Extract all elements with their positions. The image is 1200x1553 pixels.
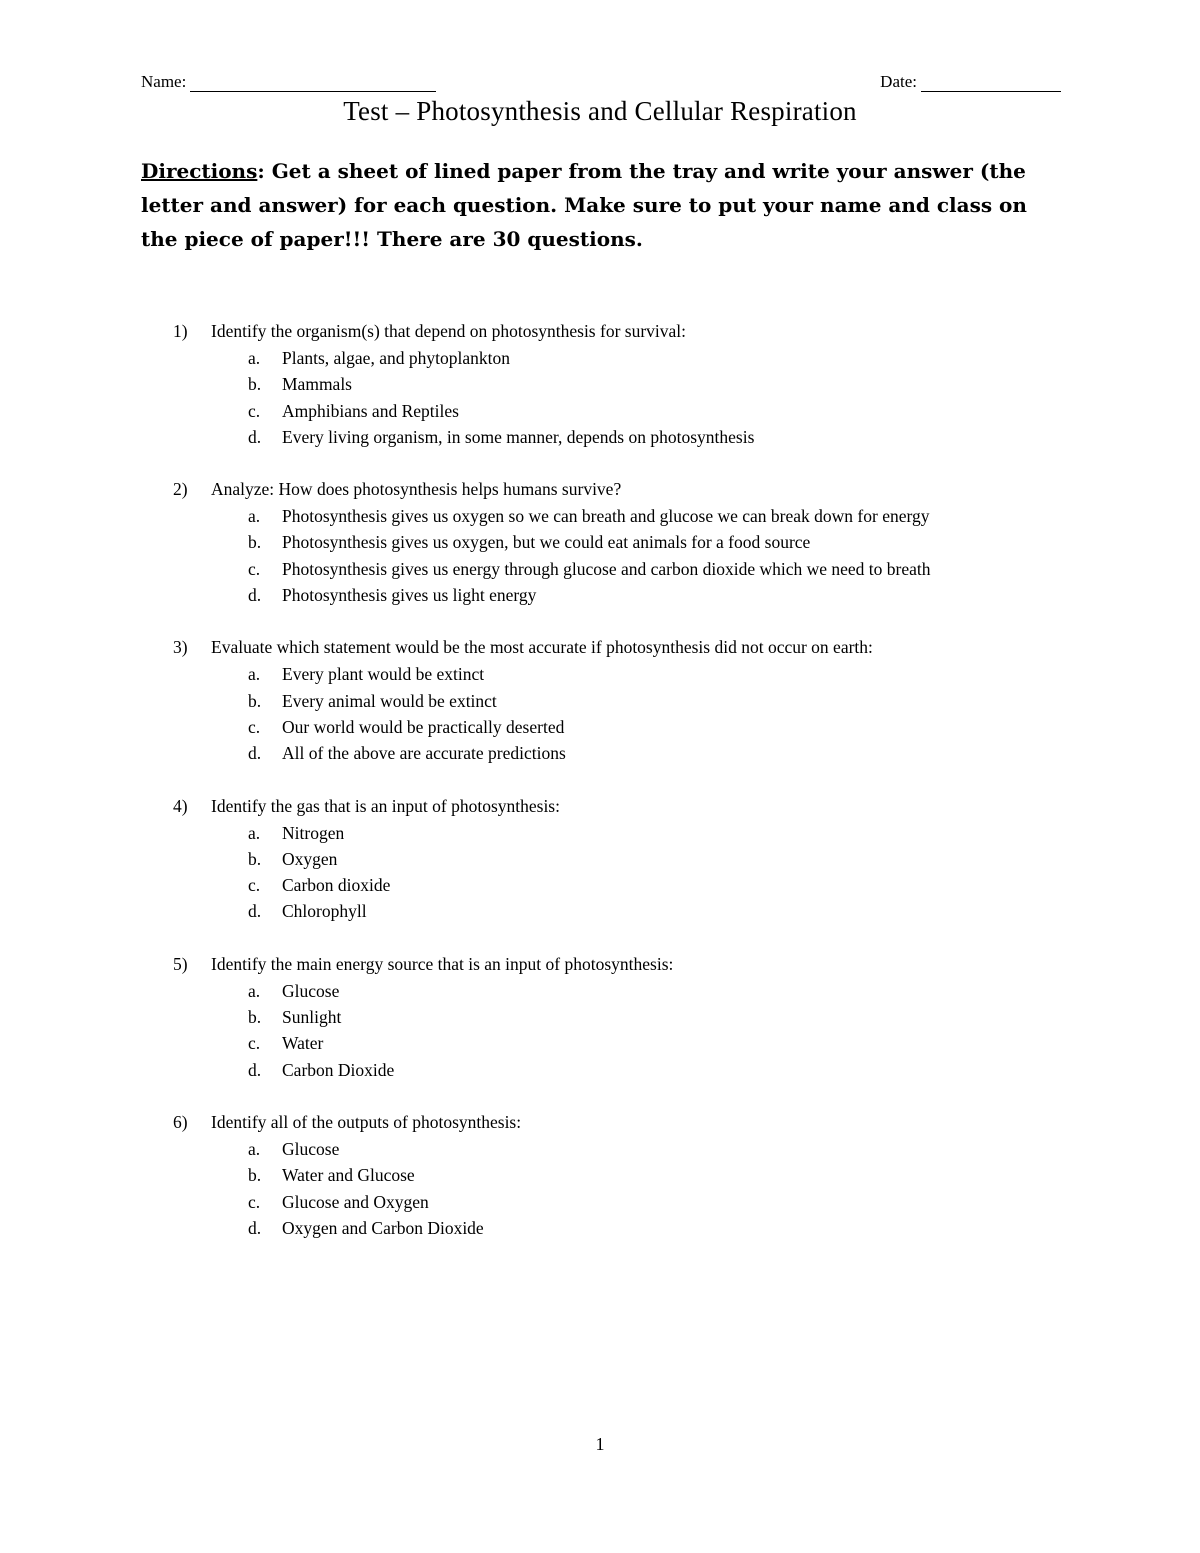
header: [141, 72, 1061, 96]
option-text: Photosynthesis gives us light energy: [282, 585, 537, 606]
option-letter: a.: [248, 1138, 261, 1159]
option-text: Water: [282, 1033, 324, 1054]
option-list: [173, 661, 1073, 766]
answer-option: [173, 503, 1073, 529]
name-label: Name:: [141, 72, 187, 91]
question-list: [173, 318, 1073, 1267]
question-number: 2): [173, 479, 188, 500]
answer-option: [173, 582, 1073, 608]
option-text: Carbon Dioxide: [282, 1059, 395, 1080]
question-number: 5): [173, 953, 188, 974]
option-list: [173, 1136, 1073, 1241]
option-text: Glucose: [282, 1138, 340, 1159]
date-field: [880, 72, 1061, 92]
answer-option: [173, 1215, 1073, 1241]
answer-option: [173, 1136, 1073, 1162]
option-letter: b.: [248, 532, 262, 553]
answer-option: [173, 398, 1073, 424]
option-letter: d.: [248, 426, 262, 447]
question-stem: [173, 951, 1073, 978]
option-letter: d.: [248, 1217, 262, 1238]
question-item: [173, 1109, 1073, 1241]
option-letter: d.: [248, 1059, 262, 1080]
option-letter: b.: [248, 374, 262, 395]
option-text: Oxygen: [282, 848, 338, 869]
answer-option: [173, 345, 1073, 371]
option-list: [173, 345, 1073, 450]
question-number: 3): [173, 637, 188, 658]
directions: [141, 154, 1061, 256]
option-text: Glucose: [282, 980, 340, 1001]
option-text: Mammals: [282, 374, 352, 395]
answer-option: [173, 714, 1073, 740]
answer-option: [173, 740, 1073, 766]
option-letter: d.: [248, 743, 262, 764]
question-item: [173, 318, 1073, 450]
question-stem: [173, 318, 1073, 345]
option-letter: c.: [248, 875, 261, 896]
option-letter: c.: [248, 1033, 261, 1054]
option-text: Water and Glucose: [282, 1165, 415, 1186]
option-letter: c.: [248, 558, 261, 579]
directions-label: Directions: [141, 159, 258, 183]
question-stem: [173, 476, 1073, 503]
name-blank-line: [190, 73, 436, 92]
option-text: Photosynthesis gives us energy through glucose and carbon dioxide which we need to breath: [282, 558, 931, 579]
answer-option: [173, 898, 1073, 924]
answer-option: [173, 661, 1073, 687]
option-letter: d.: [248, 901, 262, 922]
name-field: [141, 72, 436, 92]
option-text: Sunlight: [282, 1007, 342, 1028]
option-letter: c.: [248, 400, 261, 421]
option-letter: a.: [248, 506, 261, 527]
option-letter: b.: [248, 690, 262, 711]
option-text: Chlorophyll: [282, 901, 367, 922]
question-stem: [173, 793, 1073, 820]
answer-option: [173, 820, 1073, 846]
question-text: Identify the gas that is an input of photosynthesis:: [211, 795, 560, 816]
date-blank-line: [921, 73, 1061, 92]
answer-option: [173, 424, 1073, 450]
date-label: Date:: [880, 72, 917, 91]
answer-option: [173, 978, 1073, 1004]
question-text: Identify all of the outputs of photosynthesis:: [211, 1111, 522, 1132]
option-text: Nitrogen: [282, 822, 345, 843]
option-text: Glucose and Oxygen: [282, 1191, 429, 1212]
option-text: Photosynthesis gives us oxygen, but we could eat animals for a food source: [282, 532, 811, 553]
option-letter: a.: [248, 822, 261, 843]
question-text: Evaluate which statement would be the most accurate if photosynthesis did not occur on earth:: [211, 637, 873, 658]
option-text: Our world would be practically deserted: [282, 716, 565, 737]
question-stem: [173, 1109, 1073, 1136]
option-letter: a.: [248, 664, 261, 685]
option-letter: a.: [248, 980, 261, 1001]
answer-option: [173, 1162, 1073, 1188]
page-title: Test – Photosynthesis and Cellular Respiration: [343, 96, 857, 126]
option-text: Plants, algae, and phytoplankton: [282, 348, 510, 368]
option-letter: b.: [248, 848, 262, 869]
option-text: All of the above are accurate predictions: [282, 743, 566, 764]
answer-option: [173, 1189, 1073, 1215]
option-letter: c.: [248, 1191, 261, 1212]
question-item: [173, 634, 1073, 766]
answer-option: [173, 1057, 1073, 1083]
question-item: [173, 951, 1073, 1083]
option-letter: b.: [248, 1007, 262, 1028]
option-text: Every living organism, in some manner, depends on photosynthesis: [282, 426, 755, 447]
option-text: Amphibians and Reptiles: [282, 400, 459, 421]
answer-option: [173, 1030, 1073, 1056]
question-text: Analyze: How does photosynthesis helps humans survive?: [211, 479, 622, 500]
option-text: Carbon dioxide: [282, 875, 391, 896]
question-item: [173, 476, 1073, 608]
question-number: 1): [173, 321, 188, 341]
answer-option: [173, 846, 1073, 872]
option-letter: c.: [248, 716, 261, 737]
answer-option: [173, 872, 1073, 898]
option-letter: a.: [248, 348, 261, 368]
page-number: 1: [595, 1434, 605, 1454]
option-text: Oxygen and Carbon Dioxide: [282, 1217, 484, 1238]
question-item: [173, 793, 1073, 925]
question-text: Identify the main energy source that is an input of photosynthesis:: [211, 953, 674, 974]
question-number: 6): [173, 1111, 188, 1132]
directions-text: : Get a sheet of lined paper from the tray and write your answer (the letter and answer) for each question. Make sure to put your name and class on the piece of paper!!! There are 30 questions.: [141, 159, 1027, 251]
answer-option: [173, 1004, 1073, 1030]
question-text: Identify the organism(s) that depend on photosynthesis for survival:: [211, 321, 687, 341]
option-list: [173, 503, 1073, 608]
answer-option: [173, 371, 1073, 397]
option-letter: b.: [248, 1165, 262, 1186]
question-stem: [173, 634, 1073, 661]
option-text: Every plant would be extinct: [282, 664, 485, 685]
answer-option: [173, 556, 1073, 582]
answer-option: [173, 529, 1073, 555]
option-text: Photosynthesis gives us oxygen so we can breath and glucose we can break down for energy: [282, 506, 930, 527]
option-list: [173, 820, 1073, 925]
option-letter: d.: [248, 585, 262, 606]
option-list: [173, 978, 1073, 1083]
option-text: Every animal would be extinct: [282, 690, 497, 711]
question-number: 4): [173, 795, 188, 816]
answer-option: [173, 688, 1073, 714]
